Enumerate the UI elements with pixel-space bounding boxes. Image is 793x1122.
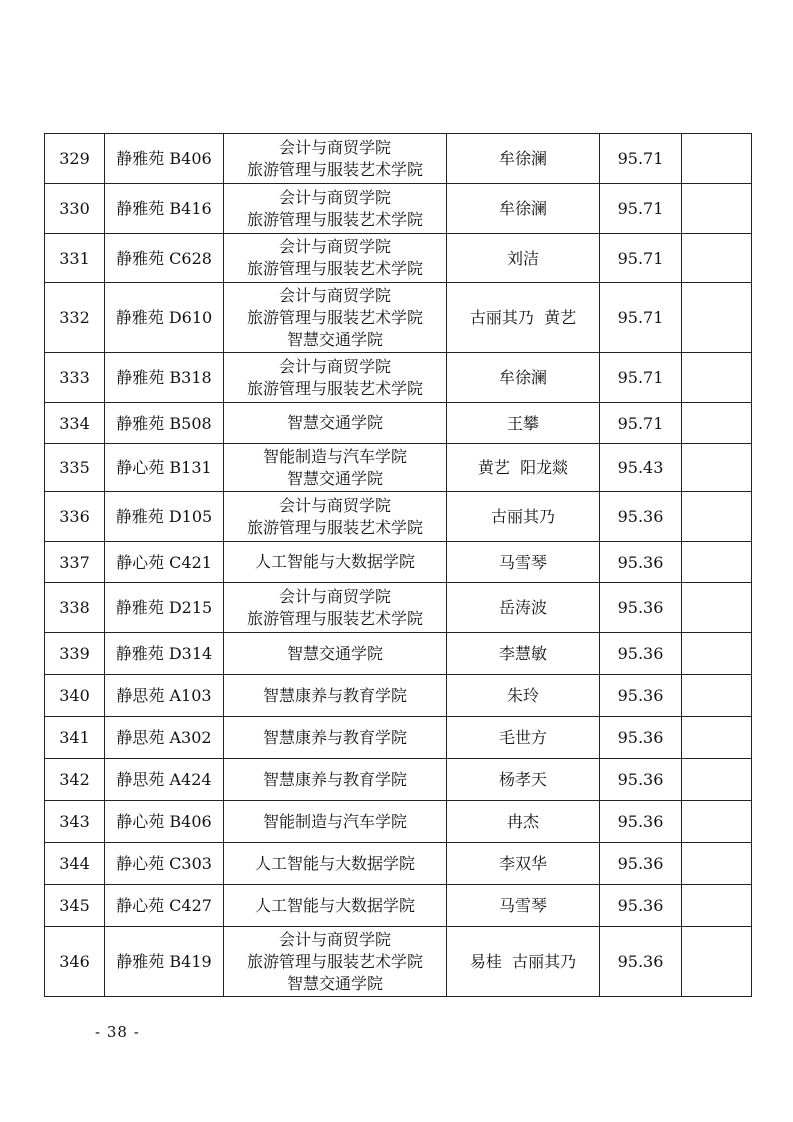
table-row [45,583,752,633]
row-number-cell: 331 [45,234,105,283]
score-cell: 95.36 [600,675,682,717]
remark-cell [682,542,752,583]
table-row [45,633,752,675]
score-cell: 95.36 [600,583,682,633]
department-name: 旅游管理与服装艺术学院 [246,209,423,229]
department-name: 智慧康养与教育学院 [262,685,407,705]
department-name: 智慧交通学院 [286,329,383,349]
dorm-room-cell: 静雅苑 D215 [105,583,224,633]
department-cell [224,184,447,234]
department-cell [224,843,447,885]
department-cell [224,492,447,542]
responsible-person-cell: 黄艺 阳龙燚 [447,444,600,492]
responsible-person-cell: 李慧敏 [447,633,600,675]
dorm-room-cell: 静雅苑 B508 [105,403,224,444]
department-name: 人工智能与大数据学院 [254,895,415,915]
responsible-person-cell: 牟徐澜 [447,184,600,234]
responsible-person-cell: 毛世方 [447,717,600,759]
score-cell: 95.36 [600,542,682,583]
score-cell: 95.36 [600,885,682,927]
responsible-person-cell: 牟徐澜 [447,134,600,184]
remark-cell [682,675,752,717]
department-cell [224,675,447,717]
row-number-cell: 330 [45,184,105,234]
remark-cell [682,444,752,492]
department-name: 旅游管理与服装艺术学院 [246,259,423,278]
remark-cell [682,885,752,927]
table-row [45,843,752,885]
remark-cell [682,234,752,283]
score-cell: 95.71 [600,234,682,283]
department-cell [224,759,447,801]
dorm-room-cell: 静心苑 C427 [105,885,224,927]
responsible-person-cell: 李双华 [447,843,600,885]
remark-cell [682,283,752,353]
department-name: 智能制造与汽车学院 [262,811,407,831]
score-cell: 95.36 [600,717,682,759]
row-number-cell: 337 [45,542,105,583]
department-cell [224,283,447,353]
dorm-room-cell: 静心苑 B131 [105,444,224,492]
score-cell: 95.36 [600,492,682,542]
department-cell [224,583,447,633]
row-number-cell: 344 [45,843,105,885]
department-name: 旅游管理与服装艺术学院 [246,517,423,537]
department-name: 智慧康养与教育学院 [262,727,407,747]
row-number-cell: 342 [45,759,105,801]
table-row [45,234,752,283]
responsible-person-cell: 古丽其乃 [447,492,600,542]
score-cell: 95.71 [600,353,682,403]
table-row [45,675,752,717]
row-number-cell: 338 [45,583,105,633]
score-cell: 95.71 [600,283,682,353]
department-name: 智慧交通学院 [286,468,383,488]
department-name: 旅游管理与服装艺术学院 [246,159,423,179]
responsible-person-cell: 杨孝天 [447,759,600,801]
department-cell [224,633,447,675]
dorm-room-cell: 静雅苑 D314 [105,633,224,675]
remark-cell [682,801,752,843]
dorm-room-cell: 静雅苑 D610 [105,283,224,353]
page-number: - 38 - [95,1023,140,1041]
department-name: 智慧交通学院 [286,413,383,432]
department-name: 会计与商贸学院 [278,495,391,515]
score-cell: 95.36 [600,843,682,885]
remark-cell [682,759,752,801]
score-cell: 95.71 [600,184,682,234]
department-cell [224,353,447,403]
remark-cell [682,583,752,633]
department-name: 会计与商贸学院 [278,356,391,376]
responsible-person-cell: 马雪琴 [447,542,600,583]
department-name: 智慧交通学院 [286,643,383,663]
remark-cell [682,633,752,675]
remark-cell [682,717,752,759]
row-number-cell: 345 [45,885,105,927]
table-row [45,759,752,801]
table-row [45,927,752,997]
dorm-room-cell: 静雅苑 B318 [105,353,224,403]
department-name: 智慧康养与教育学院 [262,769,407,789]
department-cell [224,234,447,283]
score-cell: 95.36 [600,633,682,675]
dorm-room-cell: 静雅苑 B416 [105,184,224,234]
department-name: 人工智能与大数据学院 [254,853,415,873]
row-number-cell: 336 [45,492,105,542]
department-cell [224,542,447,583]
row-number-cell: 333 [45,353,105,403]
row-number-cell: 346 [45,927,105,997]
remark-cell [682,134,752,184]
row-number-cell: 329 [45,134,105,184]
department-cell [224,134,447,184]
department-name: 会计与商贸学院 [278,137,391,157]
responsible-person-cell: 岳涛波 [447,583,600,633]
remark-cell [682,403,752,444]
row-number-cell: 340 [45,675,105,717]
dorm-room-cell: 静心苑 C303 [105,843,224,885]
responsible-person-cell: 马雪琴 [447,885,600,927]
dorm-room-cell: 静雅苑 B406 [105,134,224,184]
table-row [45,403,752,444]
row-number-cell: 335 [45,444,105,492]
row-number-cell: 343 [45,801,105,843]
row-number-cell: 332 [45,283,105,353]
remark-cell [682,927,752,997]
table-row [45,885,752,927]
responsible-person-cell: 朱玲 [447,675,600,717]
department-cell [224,801,447,843]
department-name: 人工智能与大数据学院 [254,552,415,571]
remark-cell [682,184,752,234]
department-name: 旅游管理与服装艺术学院 [246,378,423,398]
score-cell: 95.36 [600,801,682,843]
score-cell: 95.36 [600,927,682,997]
row-number-cell: 341 [45,717,105,759]
table-row [45,801,752,843]
remark-cell [682,492,752,542]
department-name: 会计与商贸学院 [278,586,391,606]
responsible-person-cell: 易桂 古丽其乃 [447,927,600,997]
department-cell [224,927,447,997]
department-name: 会计与商贸学院 [278,237,391,256]
department-name: 智慧交通学院 [286,973,383,993]
department-name: 旅游管理与服装艺术学院 [246,608,423,628]
dorm-room-cell: 静雅苑 C628 [105,234,224,283]
department-cell [224,403,447,444]
table-row [45,492,752,542]
dorm-room-cell: 静思苑 A302 [105,717,224,759]
remark-cell [682,353,752,403]
table-row [45,717,752,759]
dorm-room-cell: 静心苑 B406 [105,801,224,843]
table-row [45,353,752,403]
table-row [45,184,752,234]
dorm-room-cell: 静思苑 A103 [105,675,224,717]
responsible-person-cell: 王攀 [447,403,600,444]
dorm-room-cell: 静心苑 C421 [105,542,224,583]
department-name: 旅游管理与服装艺术学院 [246,951,423,971]
department-name: 会计与商贸学院 [278,285,391,305]
table-row [45,444,752,492]
dormitory-score-table [44,133,752,997]
department-cell [224,444,447,492]
score-cell: 95.71 [600,403,682,444]
dorm-room-cell: 静雅苑 D105 [105,492,224,542]
row-number-cell: 334 [45,403,105,444]
score-cell: 95.36 [600,759,682,801]
department-name: 会计与商贸学院 [278,929,391,949]
remark-cell [682,843,752,885]
row-number-cell: 339 [45,633,105,675]
department-name: 智能制造与汽车学院 [262,446,407,466]
score-cell: 95.71 [600,134,682,184]
department-cell [224,885,447,927]
table-row [45,542,752,583]
dorm-room-cell: 静雅苑 B419 [105,927,224,997]
score-cell: 95.43 [600,444,682,492]
dorm-room-cell: 静思苑 A424 [105,759,224,801]
department-name: 会计与商贸学院 [278,187,391,207]
department-name: 旅游管理与服装艺术学院 [246,307,423,327]
department-cell [224,717,447,759]
table-row [45,283,752,353]
responsible-person-cell: 冉杰 [447,801,600,843]
table-row [45,134,752,184]
responsible-person-cell: 牟徐澜 [447,353,600,403]
responsible-person-cell: 古丽其乃 黄艺 [447,283,600,353]
responsible-person-cell: 刘洁 [447,234,600,283]
